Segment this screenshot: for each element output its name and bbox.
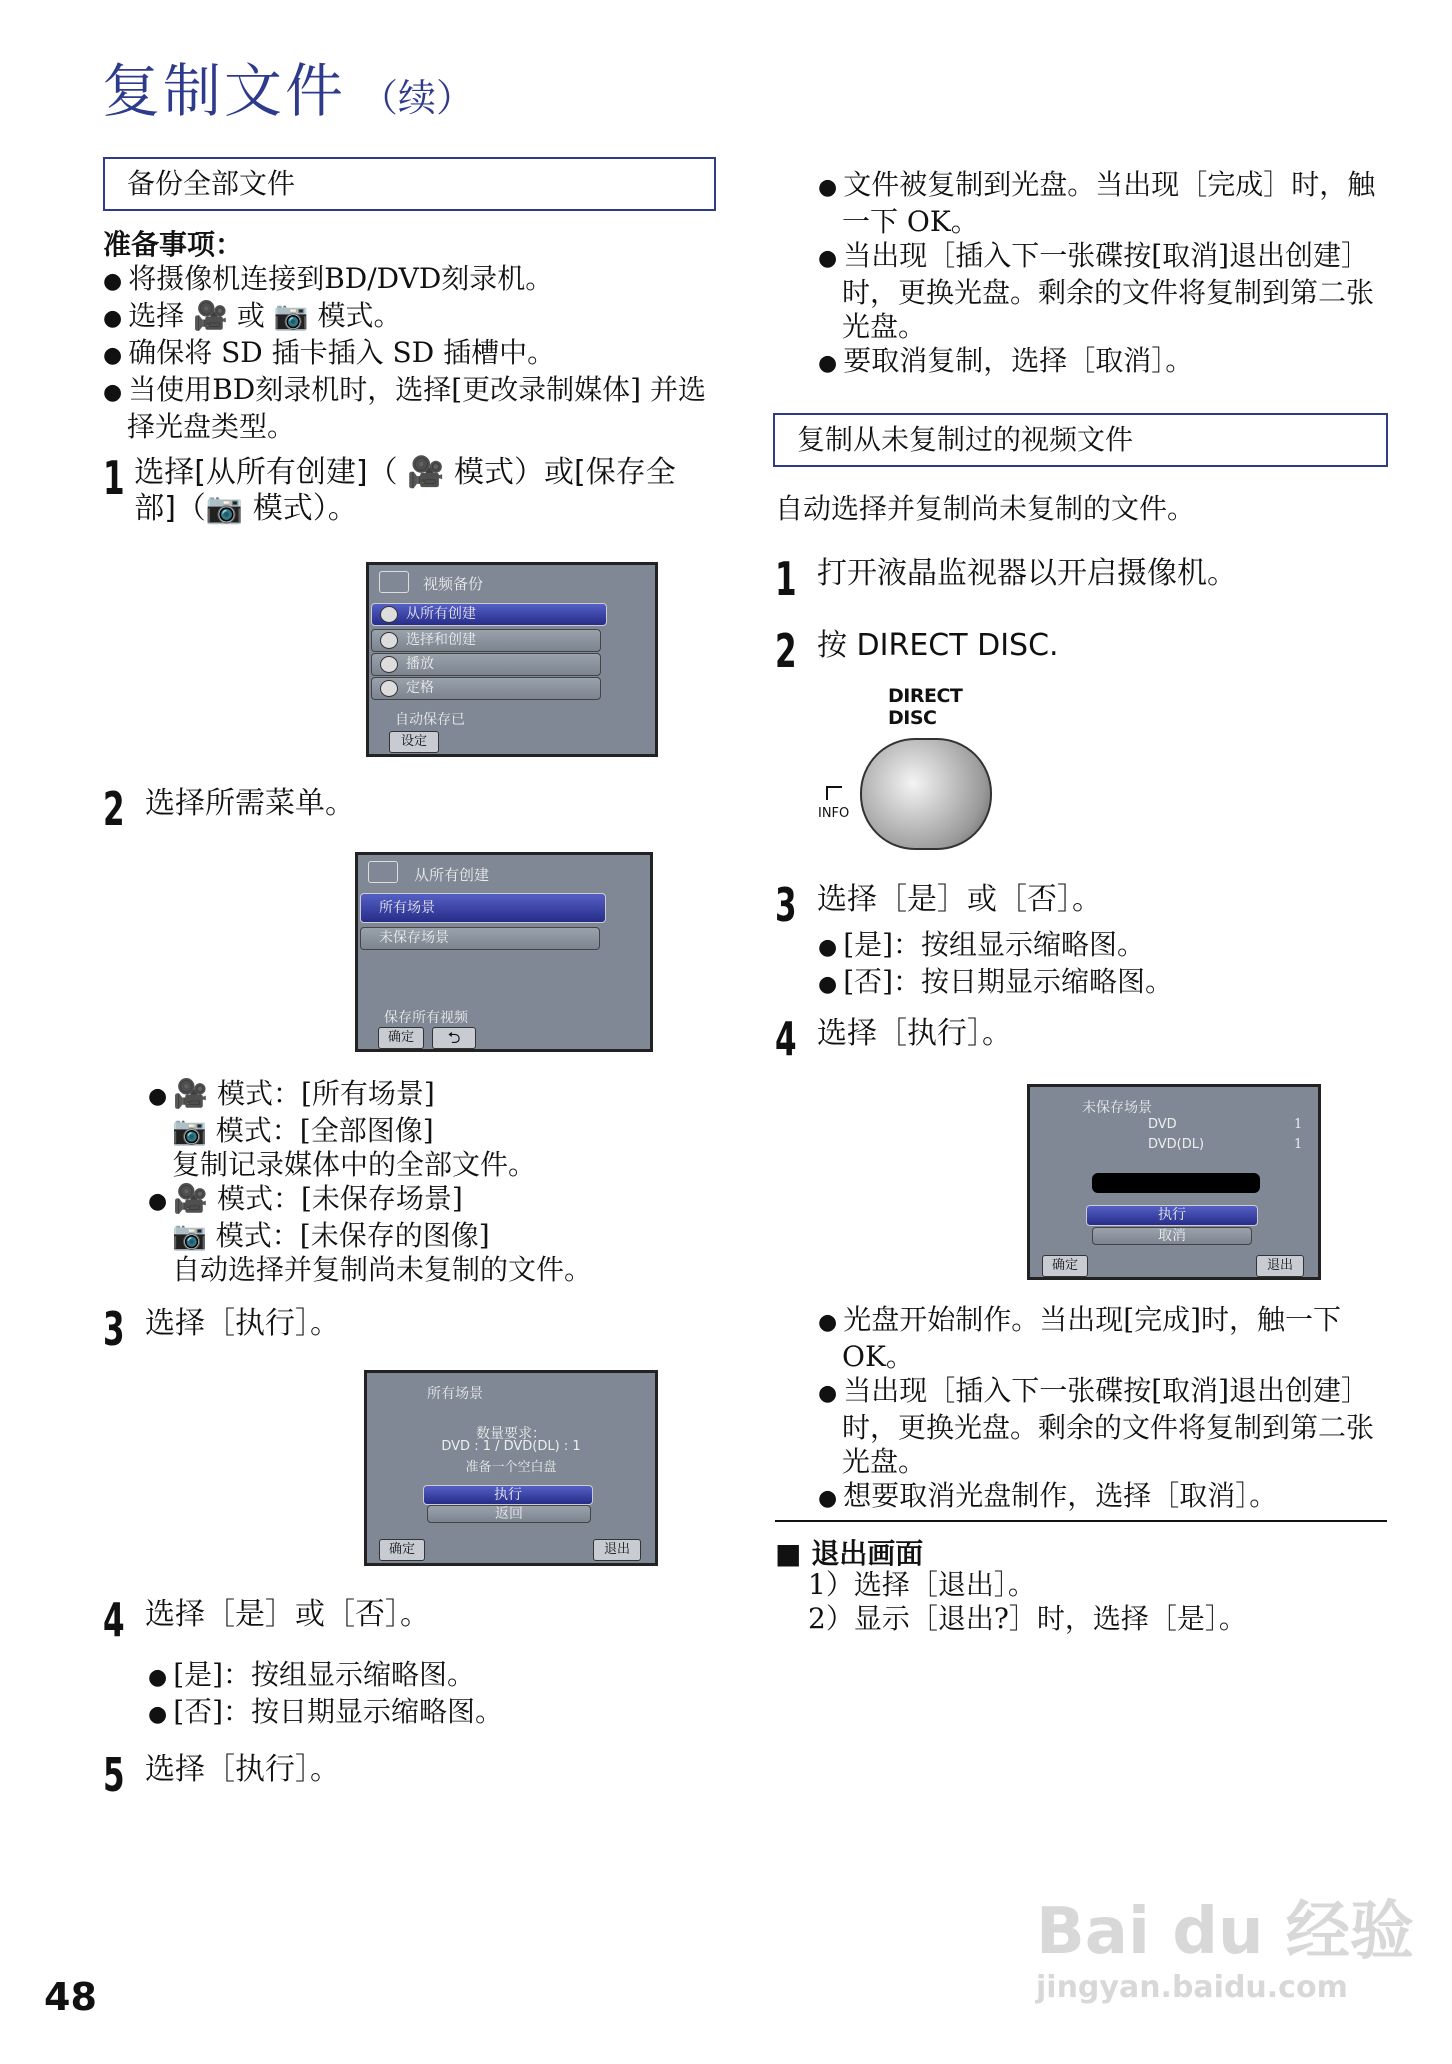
prep-item: ● 选择 🎥 或 📷 模式。 [103, 299, 723, 336]
left-step-3 [103, 1302, 703, 1356]
bracket-mark [826, 786, 842, 800]
note-line: ● [否]：按日期显示缩略图。 [818, 965, 1378, 1002]
note-line: ● 当出现［插入下一张碟按[取消]退出创建］时，更换光盘。剩余的文件将复制到第二张光盘。 [818, 1374, 1398, 1479]
step-text: 选择［执行］。 [145, 1306, 340, 1341]
step-number: 1 [103, 451, 125, 505]
row-label-dvd: DVD [1148, 1117, 1177, 1132]
disc-icon [380, 680, 398, 697]
right-step3-notes [818, 928, 1378, 1002]
return-button[interactable]: 返回 [427, 1505, 591, 1523]
back-button[interactable]: ⮌ [432, 1027, 476, 1049]
screen-title: 未保存场景 [1082, 1100, 1152, 1116]
step-text: 选择[从所有创建]（ 🎥 模式）或[保存全部]（📷 模式）。 [134, 455, 676, 526]
menu-item-finalize[interactable]: 定格 [371, 677, 601, 700]
left-step-5 [103, 1748, 703, 1802]
note-line: ● 当出现［插入下一张碟按[取消]退出创建］时，更换光盘。剩余的文件将复制到第二张光盘。 [818, 239, 1398, 344]
section-title-backup-all: 备份全部文件 [103, 157, 716, 211]
step-text: 按 DIRECT DISC. [817, 628, 1059, 663]
execute-button[interactable]: 执行 [1086, 1205, 1258, 1226]
menu-item-all-scenes[interactable]: 所有场景 [360, 893, 606, 923]
menu-item-play[interactable]: 播放 [371, 653, 601, 676]
right-step-1 [775, 552, 1385, 606]
menu-item-unsaved-scenes[interactable]: 未保存场景 [360, 927, 600, 950]
exit-step: 2）显示［退出?］时，选择［是］。 [808, 1602, 1247, 1635]
ok-button[interactable]: 确定 [378, 1027, 424, 1049]
step-number: 4 [103, 1593, 125, 1647]
cancel-button[interactable]: 取消 [1092, 1227, 1252, 1245]
step-number: 3 [775, 878, 797, 932]
prepare-blank-disc: 准备一个空白盘 [465, 1460, 557, 1475]
note-line: ● 🎥 模式：[未保存场景] [148, 1182, 708, 1219]
ok-button[interactable]: 确定 [379, 1539, 425, 1561]
right-top-notes [818, 168, 1398, 381]
screen-title: 从所有创建 [414, 866, 490, 884]
row-value-dvd-dl: 1 [1294, 1137, 1303, 1152]
step4-notes [148, 1658, 708, 1732]
exit-button[interactable]: 退出 [1256, 1255, 1304, 1277]
note-line: ● 要取消复制，选择［取消］。 [818, 344, 1398, 381]
camera-icon [368, 861, 398, 883]
exit-button[interactable]: 退出 [593, 1539, 641, 1561]
menu-item-create-all[interactable]: 从所有创建 [371, 603, 607, 626]
row-label-dvd-dl: DVD(DL) [1148, 1137, 1205, 1152]
step-text: 选择［执行］。 [145, 1752, 340, 1787]
prep-item: ● 将摄像机连接到BD/DVD刻录机。 [103, 262, 723, 299]
progress-bar [1092, 1173, 1260, 1193]
page-number: 48 [44, 1975, 97, 2019]
page-title: 复制文件 （续） [102, 57, 475, 125]
exit-step: 1）选择［退出］。 [808, 1568, 1036, 1601]
right-step-4 [775, 1012, 1385, 1066]
step-text: 选择［是］或［否］。 [817, 882, 1102, 917]
note-line: ● 文件被复制到光盘。当出现［完成］时，触一下 OK。 [818, 168, 1398, 239]
left-step-1 [103, 451, 703, 527]
step-number: 2 [775, 624, 797, 678]
note-line: ● [是]：按组显示缩略图。 [148, 1658, 708, 1695]
screen-title: 所有场景 [427, 1386, 483, 1402]
note-line: ● [是]：按组显示缩略图。 [818, 928, 1378, 965]
note-line: ● 想要取消光盘制作，选择［取消］。 [818, 1479, 1398, 1516]
screen-title: 视频备份 [423, 575, 484, 593]
quantity-value: DVD : 1 / DVD(DL) : 1 [441, 1439, 581, 1454]
prep-heading: 准备事项： [103, 228, 244, 261]
set-button[interactable]: 设定 [389, 731, 439, 753]
step2-notes [148, 1077, 708, 1287]
exit-screen-heading: ■ 退出画面 [775, 1537, 924, 1570]
quantity-label: 数量要求： [476, 1426, 546, 1442]
step-text: 选择所需菜单。 [145, 786, 355, 821]
prep-block [103, 228, 723, 444]
prep-item: ● 确保将 SD 插卡插入 SD 插槽中。 [103, 336, 723, 373]
right-intro: 自动选择并复制尚未复制的文件。 [775, 492, 1196, 525]
screen-footer: 保存所有视频 [384, 1010, 468, 1026]
step-text: 打开液晶监视器以开启摄像机。 [817, 556, 1237, 591]
camera-icon [379, 571, 409, 593]
direct-disc-label: DIRECT DISC [888, 685, 963, 729]
prep-item: ● 当使用BD刻录机时，选择[更改录制媒体] 并选择光盘类型。 [103, 373, 723, 444]
baidu-watermark: Bai du 经验 [1036, 1895, 1414, 1969]
note-line: 📷 模式：[全部图像] [172, 1114, 434, 1147]
disc-icon [380, 606, 398, 623]
info-label: INFO [818, 806, 850, 821]
screen-footer: 自动保存已 [395, 712, 465, 728]
step-number: 3 [103, 1302, 125, 1356]
exit-steps [808, 1568, 1388, 1636]
right-step-3 [775, 878, 1385, 932]
step-number: 2 [103, 782, 125, 836]
disc-icon [380, 656, 398, 673]
menu-item-select-create[interactable]: 选择和创建 [371, 629, 601, 652]
note-line: ● 光盘开始制作。当出现[完成]时，触一下OK。 [818, 1303, 1398, 1374]
page-title-sub: （续） [360, 76, 475, 120]
left-step-4 [103, 1593, 703, 1647]
step-number: 1 [775, 552, 797, 606]
section-title-copy-uncopied: 复制从未复制过的视频文件 [773, 413, 1388, 467]
right-step4-notes [818, 1303, 1398, 1516]
note-line: 复制记录媒体中的全部文件。 [172, 1148, 537, 1181]
ok-button[interactable]: 确定 [1042, 1255, 1088, 1277]
left-step-2 [103, 782, 703, 836]
note-line: ● 🎥 模式：[所有场景] [148, 1077, 708, 1114]
row-value-dvd: 1 [1294, 1117, 1303, 1132]
step-number: 5 [103, 1748, 125, 1802]
screen-all-scenes [364, 1370, 658, 1566]
note-line: 📷 模式：[未保存的图像] [172, 1219, 490, 1252]
screen-unsaved-scenes [1027, 1084, 1321, 1280]
execute-button[interactable]: 执行 [423, 1485, 593, 1505]
direct-disc-button[interactable] [860, 738, 992, 850]
right-step-2 [775, 624, 1385, 678]
step-text: 选择［是］或［否］。 [145, 1597, 430, 1632]
screen-create-from-all [355, 852, 653, 1052]
step-number: 4 [775, 1012, 797, 1066]
divider [775, 1520, 1387, 1522]
baidu-url: jingyan.baidu.com [1036, 1970, 1348, 2005]
note-line: ● [否]：按日期显示缩略图。 [148, 1695, 708, 1732]
step-text: 选择［执行］。 [817, 1016, 1012, 1051]
note-line: 自动选择并复制尚未复制的文件。 [172, 1253, 593, 1286]
screen-video-backup [366, 562, 658, 757]
disc-icon [380, 632, 398, 649]
